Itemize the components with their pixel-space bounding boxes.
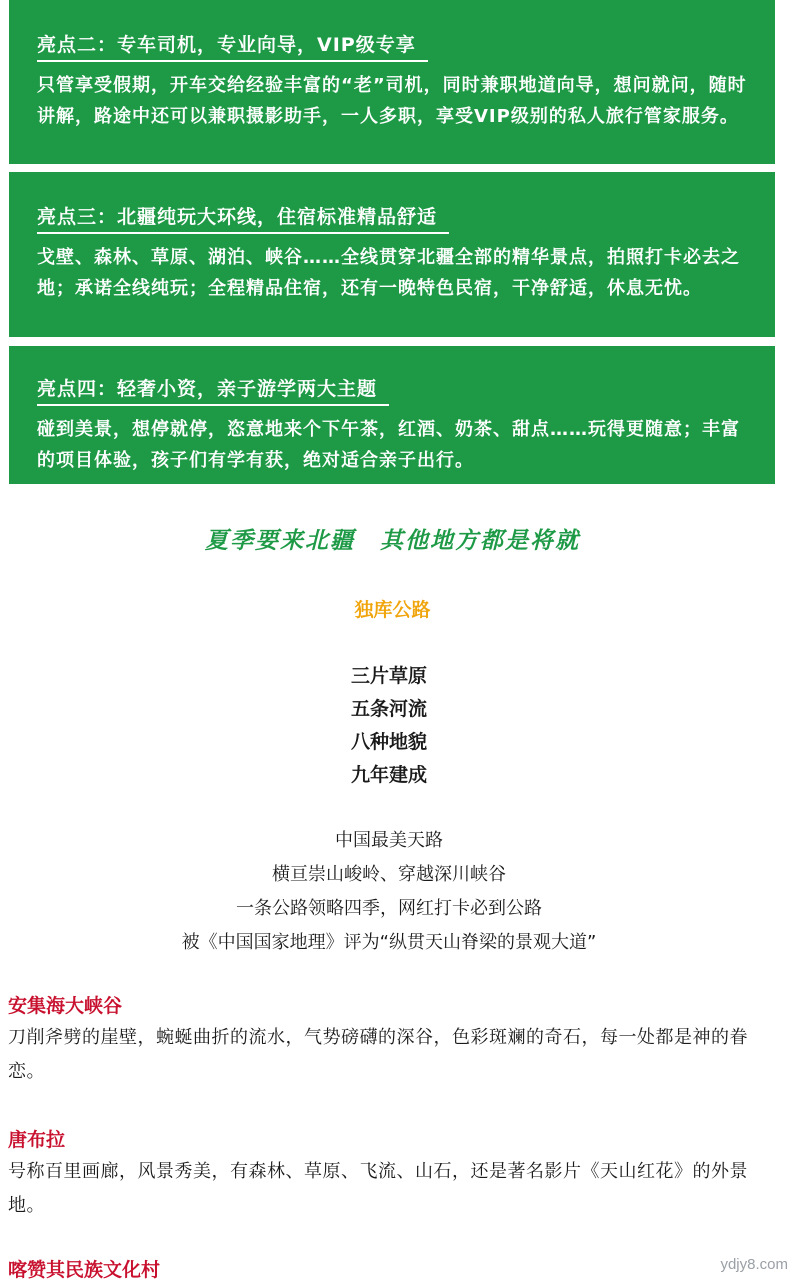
slogan-heading: 夏季要来北疆 其他地方都是将就 xyxy=(205,528,580,554)
spot-name: 安集海大峡谷 xyxy=(8,995,123,1017)
highlight-card-2 xyxy=(9,0,775,164)
road-facts xyxy=(0,660,778,792)
highlight-title: 亮点四：轻奢小资，亲子游学两大主题 xyxy=(37,374,389,406)
highlight-title: 亮点二：专车司机，专业向导，VIP级专享 xyxy=(37,30,428,62)
spot-text: 号称百里画廊，风景秀美，有森林、草原、飞流、山石，还是著名影片《天山红花》的外景地。 xyxy=(8,1161,748,1216)
highlight-card-3 xyxy=(9,172,775,337)
road-description xyxy=(0,824,778,960)
highlight-card-4 xyxy=(9,346,775,484)
road-desc-line: 横亘崇山峻岭、穿越深川峡谷 xyxy=(272,864,506,885)
road-fact: 五条河流 xyxy=(350,698,427,720)
road-desc-line: 中国最美天路 xyxy=(335,830,443,851)
highlight-title: 亮点三：北疆纯玩大环线，住宿标准精品舒适 xyxy=(37,202,449,234)
road-desc-line: 一条公路领略四季，网红打卡必到公路 xyxy=(236,898,542,919)
road-desc-line: 被《中国国家地理》评为“纵贯天山脊梁的景观大道” xyxy=(181,932,597,953)
road-title: 独库公路 xyxy=(354,599,431,621)
road-fact: 八种地貌 xyxy=(350,731,427,753)
spot-name: 喀赞其民族文化村 xyxy=(8,1259,161,1281)
spot-name: 唐布拉 xyxy=(8,1129,66,1151)
highlight-body: 碰到美景，想停就停，恣意地来个下午茶，红酒、奶茶、甜点……玩得更随意；丰富的项目体验，孩子们有学有获，绝对适合亲子出行。 xyxy=(37,419,740,471)
highlight-body: 戈壁、森林、草原、湖泊、峡谷……全线贯穿北疆全部的精华景点，拍照打卡必去之地；承诺全线纯玩；全程精品住宿，还有一晚特色民宿，干净舒适，休息无忧。 xyxy=(37,247,740,299)
watermark: ydjy8.com xyxy=(720,1256,788,1273)
road-fact: 九年建成 xyxy=(350,764,427,786)
spot-text: 刀削斧劈的崖壁，蜿蜒曲折的流水，气势磅礴的深谷，色彩斑斓的奇石，每一处都是神的眷恋。 xyxy=(8,1027,748,1082)
road-fact: 三片草原 xyxy=(350,665,427,687)
highlight-body: 只管享受假期，开车交给经验丰富的“老”司机，同时兼职地道向导，想问就问，随时讲解，路途中还可以兼职摄影助手，一人多职，享受VIP级别的私人旅行管家服务。 xyxy=(37,75,747,127)
